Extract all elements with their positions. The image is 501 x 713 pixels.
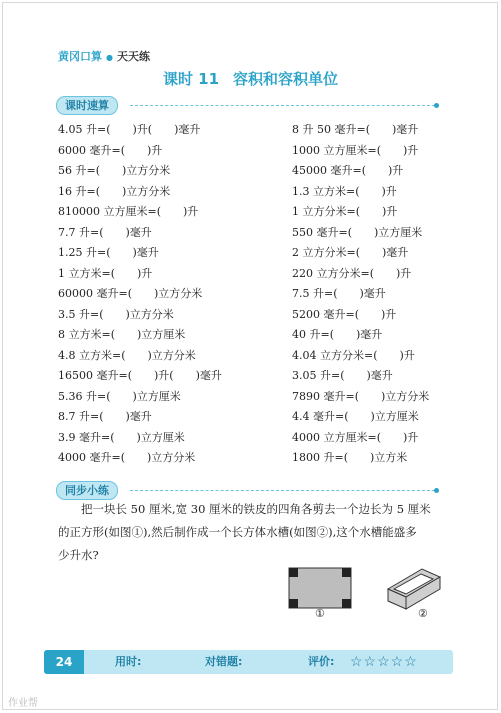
section-divider [130,105,435,106]
exercise-item: 1 立方米=( )升 [58,266,153,280]
exercise-item: 550 毫升=( )立方厘米 [292,225,423,239]
exercise-item: 1000 立方厘米=( )升 [292,143,419,157]
lesson-title [0,68,501,89]
figure-2-label: ② [418,607,428,620]
mistakes-label: 对错题: [205,655,243,668]
exercise-item: 810000 立方厘米=( )升 [58,205,199,218]
exercise-item: 45000 毫升=( )升 [292,164,404,177]
divider-end-dot [434,488,439,493]
dot-icon: ● [106,53,113,62]
word-problem [58,498,448,567]
exercise-item: 5.36 升=( )立方厘米 [58,389,181,403]
page-number: 24 [44,650,84,674]
exercise-item: 56 升=( )立方分米 [58,164,171,177]
problem-line: 把一块长 50 厘米,宽 30 厘米的铁皮的四角各剪去一个边长为 5 厘米 [81,502,431,516]
exercise-item: 7.5 升=( )毫升 [292,287,386,300]
exercise-item: 7890 毫升=( )立方分米 [292,389,430,403]
exercise-item: 5200 毫升=( )升 [292,307,397,321]
lesson-number: 课时 11 [162,70,220,88]
series-subtitle: 天天练 [116,50,150,63]
figures [0,565,501,625]
section-label-practice: 同步小练 [56,481,118,500]
exercise-item: 6000 毫升=( )升 [58,143,163,157]
exercise-item: 4.04 立方分米=( )升 [292,348,415,362]
rating-label: 评价: [308,655,335,668]
exercise-item: 4.8 立方米=( )立方分米 [58,348,196,362]
series-name: 黄冈口算 [58,50,102,63]
exercise-item: 3.05 升=( )毫升 [292,369,393,382]
exercise-item: 220 立方分米=( )升 [292,266,412,280]
watermark: 作业帮 [8,698,38,709]
exercise-item: 8.7 升=( )毫升 [58,410,152,423]
left-exercise-column [58,120,222,469]
section-divider [130,490,435,491]
exercise-item: 4.05 升=( )升( )毫升 [58,123,201,136]
series-header [58,48,150,64]
exercise-item: 16 升=( )立方分米 [58,184,171,198]
exercise-item: 7.7 升=( )毫升 [58,225,152,239]
rating-stars[interactable]: ☆☆☆☆☆ [350,654,418,670]
divider-end-dot [434,103,439,108]
section-label-quick-calc: 课时速算 [56,96,118,115]
time-label: 用时: [115,655,142,668]
exercise-item: 8 升 50 毫升=( )毫升 [292,123,419,136]
exercise-item: 8 立方米=( )立方厘米 [58,328,186,341]
exercise-item: 1.25 升=( )毫升 [58,246,159,259]
problem-line: 的正方形(如图①),然后制作成一个长方体水槽(如图②),这个水槽能盛多 [58,525,417,539]
exercise-item: 3.9 毫升=( )立方厘米 [58,430,185,444]
exercise-item: 4000 毫升=( )立方分米 [58,451,196,464]
figure-2-tank [388,569,440,609]
exercise-item: 4.4 毫升=( )立方厘米 [292,410,419,423]
exercise-item: 1.3 立方米=( )升 [292,184,397,198]
exercise-item: 60000 毫升=( )立方分米 [58,287,203,300]
right-exercise-column [292,120,429,469]
figure-1-label: ① [315,607,325,620]
exercise-item: 3.5 升=( )立方分米 [58,307,174,321]
lesson-name: 容积和容积单位 [233,70,339,88]
figure-1-sheet [289,568,351,608]
exercise-item: 40 升=( )毫升 [292,328,383,341]
exercise-item: 4000 立方厘米=( )升 [292,430,419,444]
exercise-item: 1800 升=( )立方米 [292,451,408,464]
exercise-item: 2 立方分米=( )毫升 [292,246,409,259]
exercise-item: 1 立方分米=( )升 [292,205,398,218]
problem-line: 少升水? [58,548,99,562]
exercise-item: 16500 毫升=( )升( )毫升 [58,369,222,382]
